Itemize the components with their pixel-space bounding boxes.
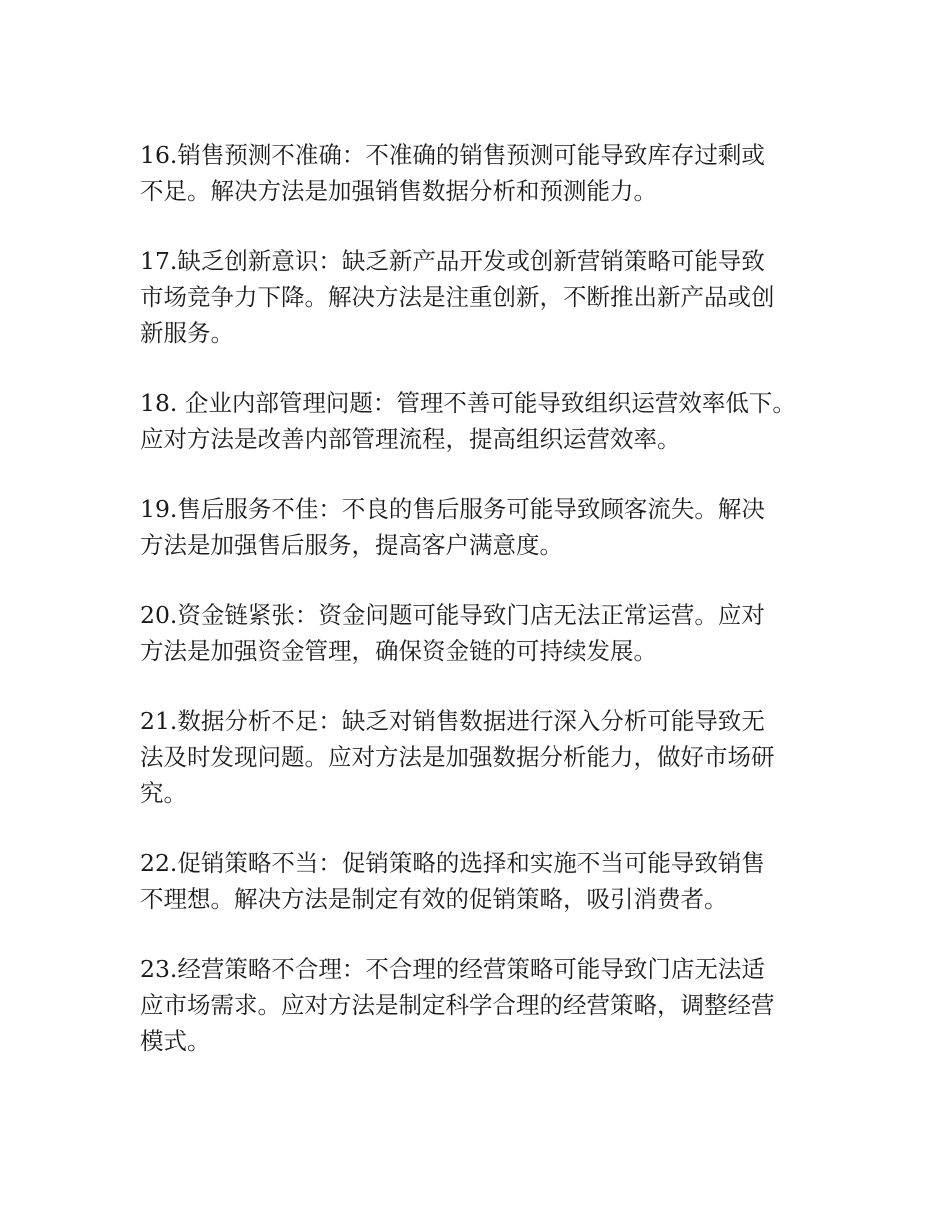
- text-line: 应对方法是改善内部管理流程，提高组织运营效率。: [140, 425, 681, 453]
- text-line: 23.经营策略不合理：不合理的经营策略可能导致门店无法适: [140, 955, 765, 983]
- text-line: 22.促销策略不当：促销策略的选择和实施不当可能导致销售: [140, 849, 765, 877]
- text-line: 19.售后服务不佳：不良的售后服务可能导致顾客流失。解决: [140, 495, 765, 523]
- paragraph-17: [140, 243, 835, 351]
- text-line: 21.数据分析不足：缺乏对销售数据进行深入分析可能导致无: [140, 707, 765, 735]
- paragraph-20: [140, 597, 835, 669]
- text-line: 究。: [140, 779, 187, 807]
- text-line: 方法是加强售后服务，提高客户满意度。: [140, 531, 563, 559]
- text-line: 应市场需求。应对方法是制定科学合理的经营策略，调整经营: [140, 991, 775, 1019]
- text-line: 不足。解决方法是加强销售数据分析和预测能力。: [140, 177, 657, 205]
- text-line: 20.资金链紧张：资金问题可能导致门店无法正常运营。应对: [140, 601, 765, 629]
- text-line: 市场竞争力下降。解决方法是注重创新，不断推出新产品或创: [140, 283, 775, 311]
- paragraph-23: [140, 951, 835, 1059]
- text-line: 法及时发现问题。应对方法是加强数据分析能力，做好市场研: [140, 743, 775, 771]
- paragraph-21: [140, 703, 835, 811]
- paragraph-22: [140, 845, 835, 917]
- document-body: [140, 137, 835, 1093]
- text-line: 18. 企业内部管理问题：管理不善可能导致组织运营效率低下。: [140, 389, 796, 417]
- text-line: 17.缺乏创新意识：缺乏新产品开发或创新营销策略可能导致: [140, 247, 765, 275]
- text-line: 不理想。解决方法是制定有效的促销策略，吸引消费者。: [140, 885, 728, 913]
- paragraph-16: [140, 137, 835, 209]
- text-line: 模式。: [140, 1027, 211, 1055]
- text-line: 方法是加强资金管理，确保资金链的可持续发展。: [140, 637, 657, 665]
- paragraph-18: [140, 385, 835, 457]
- paragraph-19: [140, 491, 835, 563]
- text-line: 新服务。: [140, 319, 234, 347]
- text-line: 16.销售预测不准确：不准确的销售预测可能导致库存过剩或: [140, 141, 765, 169]
